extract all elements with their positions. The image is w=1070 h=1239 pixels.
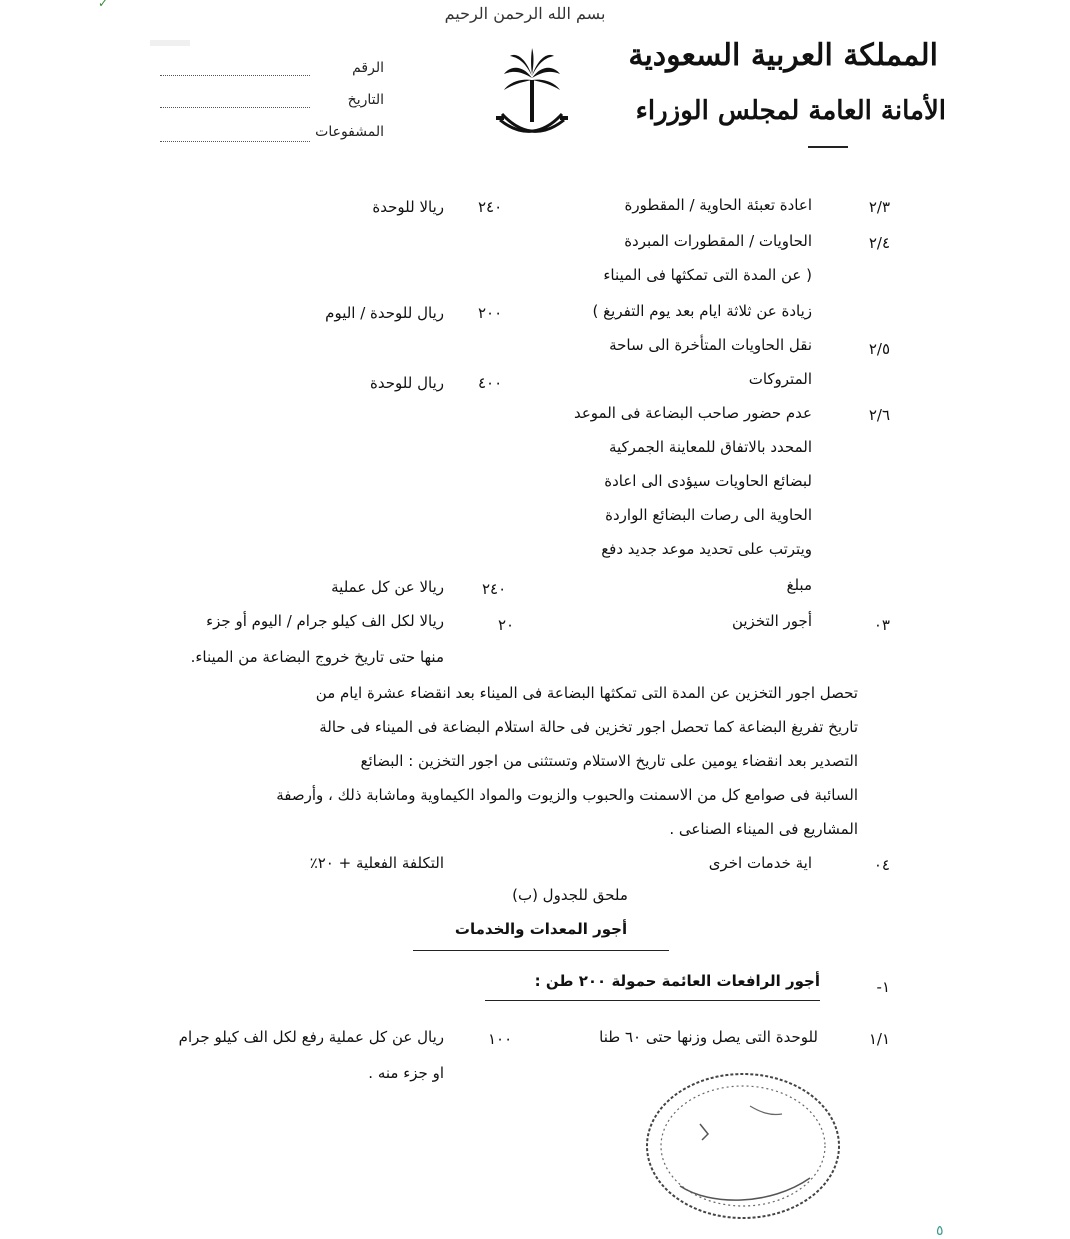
- paragraph-line: المشاريع فى الميناء الصناعى .: [669, 820, 858, 838]
- item-unit: ريال للوحدة: [370, 374, 444, 392]
- item-number: ٢/٦: [868, 406, 890, 424]
- item-number: ٢/٣: [868, 198, 890, 216]
- corner-mark: ✓: [98, 0, 109, 10]
- item-unit: ريالا لكل الف كيلو جرام / اليوم أو جزء: [206, 612, 444, 630]
- row-unit-continued: او جزء منه .: [368, 1064, 444, 1082]
- item-desc: عدم حضور صاحب البضاعة فى الموعد: [573, 404, 812, 422]
- emblem-icon: [492, 44, 572, 144]
- appendix-rule: [413, 950, 669, 951]
- item-amount: ٢٤٠: [478, 198, 503, 216]
- item-desc: نقل الحاويات المتأخرة الى ساحة: [609, 336, 812, 354]
- item-amount: ٤٠٠: [478, 374, 503, 392]
- item-amount: ٢٤٠: [482, 580, 507, 598]
- meta-line-attachments: [160, 140, 310, 142]
- item-number: ٢/٤: [868, 234, 890, 252]
- row-unit: ريال عن كل عملية رفع لكل الف كيلو جرام: [178, 1028, 444, 1046]
- item-desc: أجور التخزين: [731, 612, 812, 630]
- section-number: -١: [876, 978, 890, 996]
- paragraph-line: تاريخ تفريغ البضاعة كما تحصل اجور تخزين فى حالة استلام البضاعة فى الميناء فى حالة: [319, 718, 858, 736]
- secretariat-title: الأمانة العامة لمجلس الوزراء: [635, 96, 946, 126]
- item-desc: مبلغ: [786, 576, 812, 594]
- row-amount: ١٠٠: [488, 1030, 513, 1048]
- item-desc: المحدد بالاتفاق للمعاينة الجمركية: [608, 438, 812, 456]
- item-unit: التكلفة الفعلية + ٢٠٪: [309, 854, 444, 872]
- section-title: أجور الرافعات العائمة حمولة ٢٠٠ طن :: [534, 972, 820, 990]
- header-rule: [808, 146, 848, 148]
- meta-label-number: الرقم: [352, 60, 384, 76]
- paragraph-line: التصدير بعد انقضاء يومين على تاريخ الاستلام وتستثنى من اجور التخزين : البضائع: [360, 752, 858, 770]
- item-unit: ريالا للوحدة: [372, 198, 444, 216]
- basmala: بسم الله الرحمن الرحيم: [444, 4, 606, 23]
- item-desc: اية خدمات اخرى: [708, 854, 812, 872]
- item-desc: الحاوية الى رصات البضائع الواردة: [605, 506, 812, 524]
- item-amount: ٢٠: [498, 616, 515, 634]
- paragraph-line: السائبة فى صوامع كل من الاسمنت والحبوب والزيوت والمواد الكيماوية وماشابة ذلك ، وأرصفة: [276, 786, 858, 804]
- meta-line-number: [160, 74, 310, 76]
- item-desc: لبضائع الحاويات سيؤدى الى اعادة: [604, 472, 812, 490]
- row-number: ١/١: [868, 1030, 890, 1048]
- row-desc: للوحدة التى يصل وزنها حتى ٦٠ طنا: [599, 1028, 818, 1046]
- official-stamp-icon: [640, 1066, 846, 1226]
- section-rule: [485, 1000, 820, 1001]
- meta-label-date: التاريخ: [347, 92, 384, 108]
- item-unit: ريال للوحدة / اليوم: [325, 304, 444, 322]
- item-amount: ٢٠٠: [478, 304, 503, 322]
- item-desc: ويترتب على تحديد موعد جديد دفع: [601, 540, 812, 558]
- item-number: ٢/٥: [868, 340, 890, 358]
- item-desc: الحاويات / المقطورات المبردة: [624, 232, 812, 250]
- kingdom-title: المملكة العربية السعودية: [628, 38, 938, 73]
- page-number: ٥: [936, 1223, 944, 1239]
- item-desc: زيادة عن ثلاثة ايام بعد يوم التفريغ ): [592, 302, 812, 320]
- appendix-subtitle: أجور المعدات والخدمات: [454, 920, 628, 938]
- paragraph-line: تحصل اجور التخزين عن المدة التى تمكثها البضاعة فى الميناء بعد انقضاء عشرة ايام من: [315, 684, 858, 702]
- item-desc: ( عن المدة التى تمكثها فى الميناء: [603, 266, 812, 284]
- appendix-title: ملحق للجدول (ب): [512, 886, 628, 904]
- meta-line-date: [160, 106, 310, 108]
- storage-continuation: منها حتى تاريخ خروج البضاعة من الميناء.: [190, 648, 444, 666]
- scan-smudge: [150, 40, 190, 46]
- meta-label-attachments: المشفوعات: [315, 124, 384, 140]
- item-desc: اعادة تعبئة الحاوية / المقطورة: [624, 196, 812, 214]
- item-desc: المتروكات: [748, 370, 812, 388]
- item-number: ٠٣: [873, 616, 890, 634]
- item-number: ٠٤: [873, 856, 890, 874]
- item-unit: ريالا عن كل عملية: [331, 578, 444, 596]
